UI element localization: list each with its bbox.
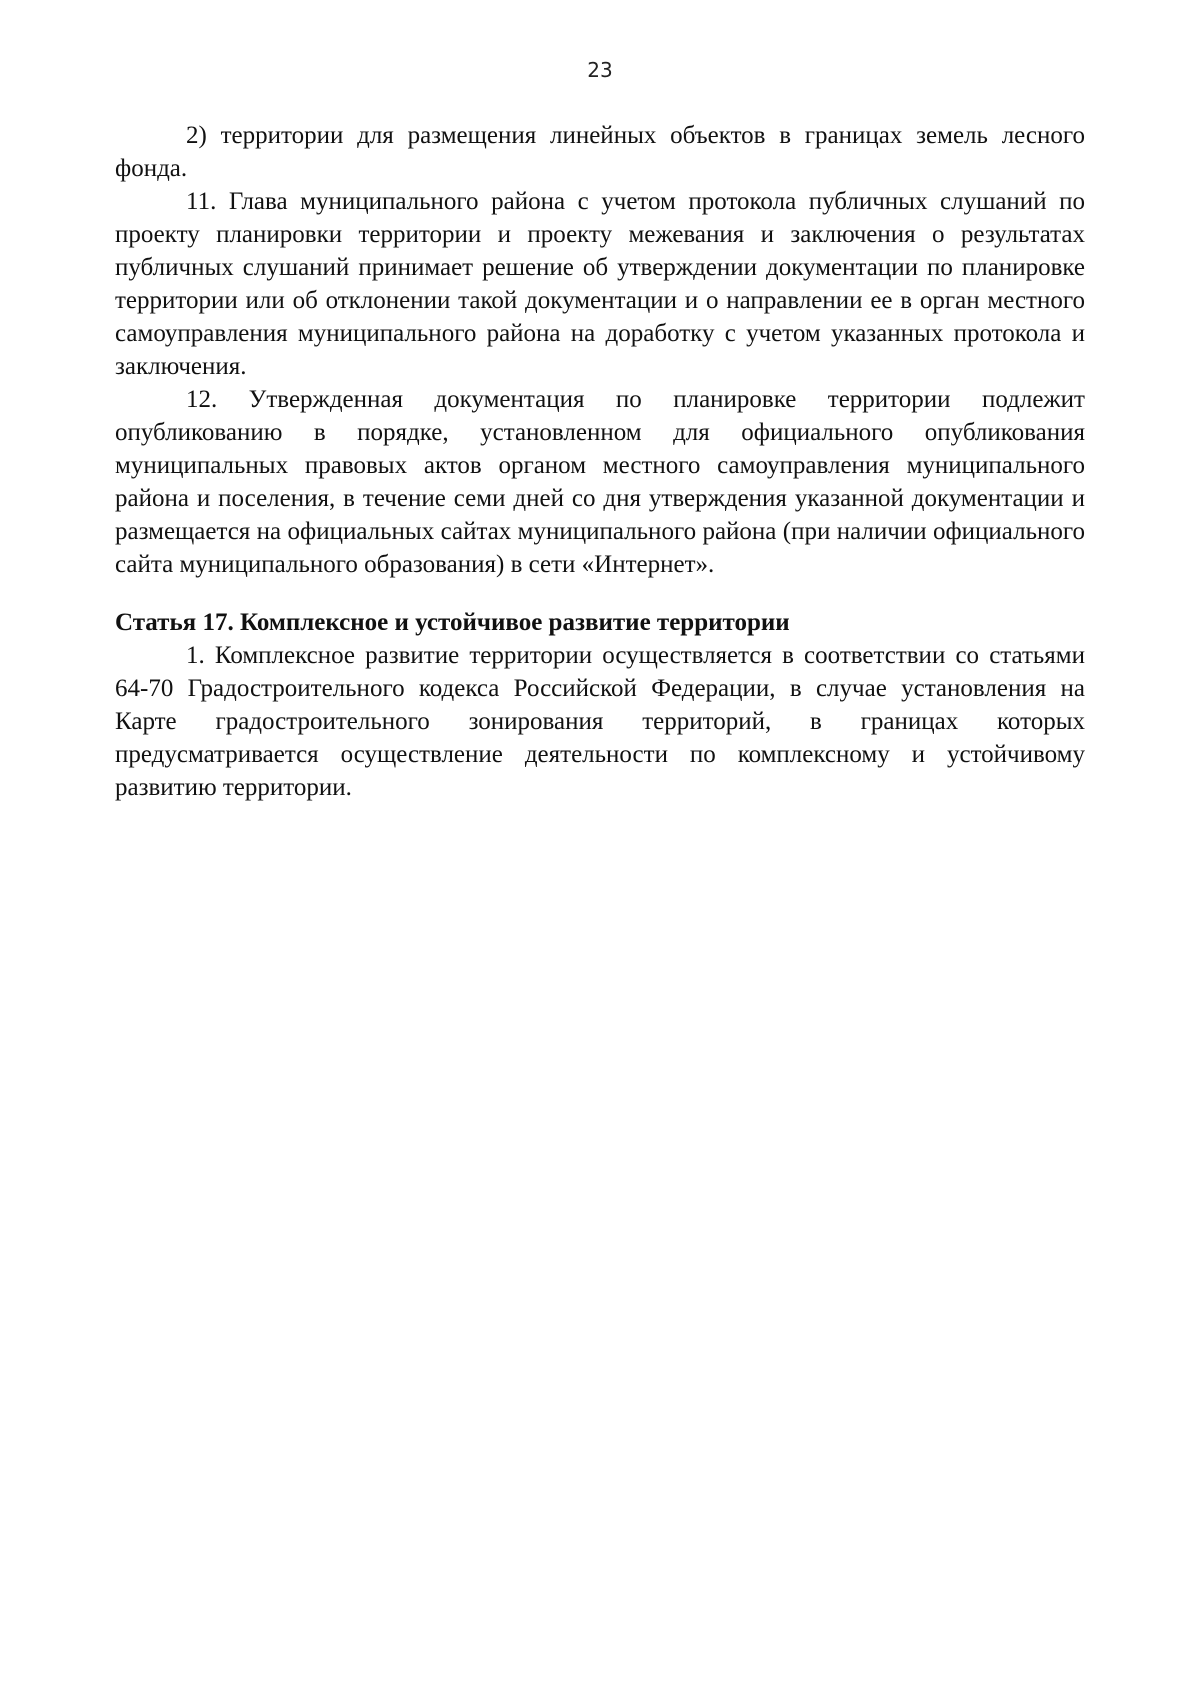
paragraph-item-2: 2) территории для размещения линейных объектов в границах земель лесного фонда. [115, 122, 1085, 182]
paragraph-11: 11. Глава муниципального района с учетом протокола публичных слушаний по проекту планировки территории и проекту межевания и заключения о результатах публичных слушаний принимает решение об утверждении документации по планировке территории или об отклонении такой документации и о направлении ее в орган местного самоуправления муниципального района на доработку с учетом указанных протокола и заключения. [115, 188, 1085, 380]
document-body [115, 119, 1085, 804]
paragraph-12: 12. Утвержденная документация по планировке территории подлежит опубликованию в порядке, установленном для официального опубликования муниципальных правовых актов органом местного самоуправления муниципального района и поселения, в течение семи дней со дня утверждения указанной документации и размещается на официальных сайтах муниципального района (при наличии официального сайта муниципального образования) в сети «Интернет». [115, 386, 1085, 578]
article-17-paragraph-1: 1. Комплексное развитие территории осуществляется в соответствии со статьями 64-70 Градостроительного кодекса Российской Федерации, в случае установления на Карте градостроительного зонирования территорий, в границах которых предусматривается осуществление деятельности по комплексному и устойчивому развитию территории. [115, 642, 1085, 801]
article-17-heading: Статья 17. Комплексное и устойчивое развитие территории [115, 609, 790, 636]
page-number: 23 [587, 58, 613, 82]
